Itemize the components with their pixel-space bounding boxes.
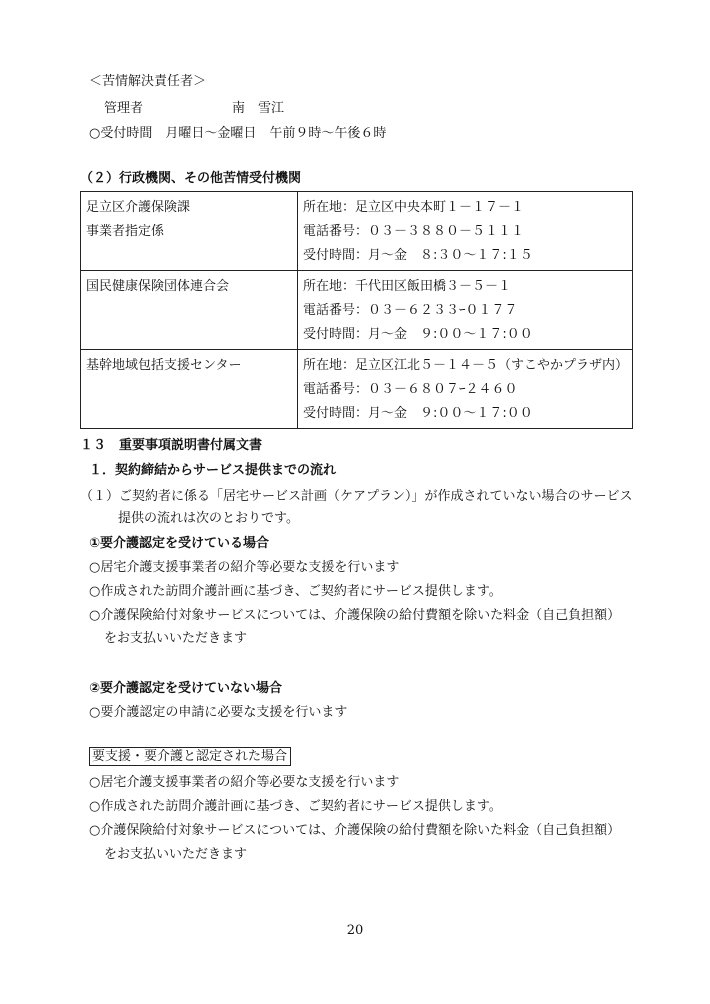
agency-info-cell xyxy=(297,350,632,429)
boxed-label-wrapper xyxy=(89,748,291,766)
subsection-title: １．契約締結からサービス提供までの流れ xyxy=(89,463,337,478)
case-heading: ②要介護認定を受けていない場合 xyxy=(89,681,283,696)
list-item-continuation: をお支払いいただきます xyxy=(104,847,248,862)
agency-info-cell xyxy=(297,271,632,350)
agency-hours: 受付時間：月～金 ９:００～１７:００ xyxy=(302,327,533,342)
boxed-label: 要支援・要介護と認定された場合 xyxy=(89,747,291,766)
agency-name-line: 足立区介護保険課 xyxy=(86,200,191,215)
agency-name-line: 事業者指定係 xyxy=(86,224,165,239)
officer-name: 南 雪江 xyxy=(232,101,285,116)
agency-phone: 電話番号：０３－６２３３ｰ０１７７ xyxy=(302,303,518,318)
page-number: 20 xyxy=(346,923,364,938)
list-item: ○介護保険給付対象サービスについては、介護保険の給付費額を除いた料金（自己負担額） xyxy=(89,608,621,623)
case-heading: ①要介護認定を受けている場合 xyxy=(89,536,270,551)
agency-phone: 電話番号：０３－３８８０－５１１１ xyxy=(302,224,524,239)
agency-address: 所在地：足立区江北５－１４－５（すこやかプラザ内） xyxy=(302,358,628,373)
table-row xyxy=(81,271,633,350)
agency-hours: 受付時間：月～金 ９:００～１７:００ xyxy=(302,406,533,421)
list-item: ○作成された訪問介護計画に基づき、ご契約者にサービス提供します。 xyxy=(89,584,502,599)
list-item: ○居宅介護支援事業者の紹介等必要な支援を行います xyxy=(89,775,400,790)
agency-address: 所在地：千代田区飯田橋３－５－１ xyxy=(302,279,511,294)
intro-line: 提供の流れは次のとおりです。 xyxy=(118,511,299,526)
agency-hours: 受付時間：月～金 ８:３０～１７:１５ xyxy=(302,248,533,263)
reception-hours: ○受付時間 月曜日～金曜日 午前９時～午後６時 xyxy=(89,126,387,141)
agency-phone: 電話番号：０３－６８０７ｰ２４６０ xyxy=(302,382,518,397)
agency-info-cell xyxy=(297,192,632,271)
agency-address: 所在地：足立区中央本町１－１７－１ xyxy=(302,200,524,215)
list-item: ○要介護認定の申請に必要な支援を行います xyxy=(89,705,348,720)
agency-name-cell xyxy=(81,350,298,429)
list-item-continuation: をお支払いいただきます xyxy=(104,631,248,646)
agencies-heading: （２）行政機関、その他苦情受付機関 xyxy=(80,171,302,186)
agency-name-cell xyxy=(81,271,298,350)
intro-line: （１）ご契約者に係る「居宅サービス計画（ケアプラン）」が作成されていない場合のサービス xyxy=(80,489,633,504)
agencies-table xyxy=(80,191,633,429)
agency-name-line: 国民健康保険団体連合会 xyxy=(86,279,230,294)
complaint-officer-heading: ＜苦情解決責任者＞ xyxy=(89,74,207,89)
section-title: １３ 重要事項説明書付属文書 xyxy=(80,438,263,453)
officer-role: 管理者 xyxy=(104,101,144,116)
agency-name-cell xyxy=(81,192,298,271)
list-item: ○作成された訪問介護計画に基づき、ご契約者にサービス提供します。 xyxy=(89,799,502,814)
table-row xyxy=(81,192,633,271)
table-row xyxy=(81,350,633,429)
agency-name-line: 基幹地域包括支援センター xyxy=(86,358,242,373)
list-item: ○居宅介護支援事業者の紹介等必要な支援を行います xyxy=(89,560,400,575)
list-item: ○介護保険給付対象サービスについては、介護保険の給付費額を除いた料金（自己負担額） xyxy=(89,823,621,838)
